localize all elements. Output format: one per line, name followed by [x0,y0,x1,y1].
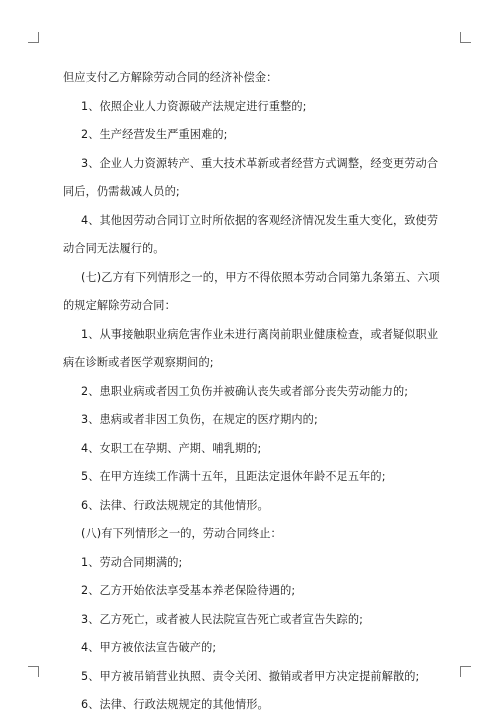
paragraph: 3、企业人力资源转产、重大技术革新或者经营方式调整，经变更劳动合同后，仍需裁减人员的; [63,156,439,198]
paragraph: (七)乙方有下列情形之一的，甲方不得依照本劳动合同第九条第五、六项的规定解除劳动合同： [63,270,440,312]
paragraph: 4、其他因劳动合同订立时所依据的客观经济情况发生重大变化，致使劳动合同无法履行的。 [63,213,439,255]
paragraph: 2、患职业病或者因工负伤并被确认丧失或者部分丧失劳动能力的; [81,384,409,398]
paragraph: 6、法律、行政法规规定的其他情形。 [81,498,269,512]
paragraph: 3、乙方死亡，或者被人民法院宣告死亡或者宣告失踪的; [81,612,363,626]
paragraph: 1、劳动合同期满的; [81,555,183,569]
paragraph: 4、甲方被依法宣告破产的; [81,641,217,654]
paragraph: 2、乙方开始依法享受基本养老保险待遇的; [81,584,296,597]
paragraph: 4、女职工在孕期、产期、哺乳期的; [81,441,262,455]
paragraph: 5、甲方被吊销营业执照、责令关闭、撤销或者甲方决定提前解散的; [81,669,420,683]
paragraph: 1、从事接触职业病危害作业未进行离岗前职业健康检查，或者疑似职业病在诊断或者医学观察期间的; [63,327,439,369]
paragraph: 1、依照企业人力资源破产法规定进行重整的; [81,99,307,113]
paragraph: (八)有下列情形之一的，劳动合同终止： [81,527,282,540]
crop-mark-top-right [460,32,471,43]
crop-mark-bottom-right [460,666,471,677]
paragraph: 但应支付乙方解除劳动合同的经济补偿金： [63,71,278,84]
paragraph: 5、在甲方连续工作满十五年，且距法定退休年龄不足五年的; [81,470,386,483]
paragraph: 3、患病或者非因工负伤，在规定的医疗期内的; [81,413,318,426]
crop-mark-bottom-left [28,666,39,677]
crop-mark-top-left [28,32,39,43]
paragraph: 2、生产经营发生严重困难的; [81,128,228,141]
document-body [63,64,440,720]
paragraph: 6、法律、行政法规规定的其他情形。 [81,698,269,711]
